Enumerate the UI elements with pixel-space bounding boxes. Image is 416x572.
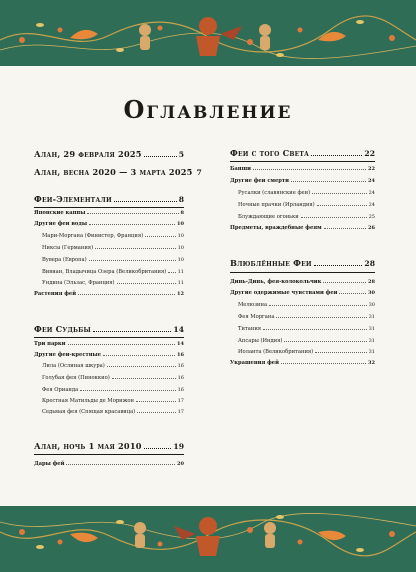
toc-section-alan-1[interactable] (34, 149, 184, 161)
page-number: 28 (364, 259, 375, 268)
toc-subentry[interactable]: Крестная Матильды де Морижон 17 (42, 398, 184, 404)
toc-subentry[interactable]: Апсары (Индия) 31 (238, 338, 375, 344)
toc-entry[interactable]: Другие одержимые чувствами феи 30 (230, 290, 375, 296)
toc-entry[interactable]: Японские каппы 8 (34, 210, 184, 216)
section-title: Влюблённые Феи (230, 258, 312, 268)
section-title: Феи Судьбы (34, 324, 91, 334)
toc-section-otherworld[interactable] (230, 148, 375, 160)
toc-subentry[interactable]: Мари-Моргана (Финистер, Франция) 10 (42, 233, 184, 239)
top-ornament-band (0, 0, 416, 66)
section-rule (34, 207, 184, 208)
toc-subentry[interactable]: Фея Орианда 16 (42, 387, 184, 393)
toc-entry[interactable]: Растения фей 12 (34, 291, 184, 297)
toc-entry[interactable]: Три парки 14 (34, 341, 184, 347)
toc-entry[interactable]: Другие феи воды 10 (34, 221, 184, 227)
toc-entry[interactable]: Банши 22 (230, 166, 375, 172)
section-title: Феи с того Света (230, 148, 310, 158)
section-title: Феи-Элементали (34, 194, 112, 204)
toc-subentry[interactable]: Ундина (Эльзас, Франция) 11 (42, 280, 184, 286)
section-rule (230, 272, 375, 273)
vine-fairy-illustration (0, 0, 416, 66)
toc-subentry[interactable]: Мелюзина 30 (238, 302, 375, 308)
toc-entry[interactable]: Украшения фей 32 (230, 360, 375, 366)
toc-section-alan-3[interactable] (34, 441, 184, 453)
toc-section-alan-2[interactable] (34, 167, 202, 179)
toc-subentry[interactable]: Вивиан, Владычица Озера (Великобритания) 11 (42, 269, 184, 275)
section-rule (34, 337, 184, 338)
section-rule (34, 454, 184, 455)
toc-subentry[interactable]: Блуждающие огоньки 25 (238, 214, 375, 220)
toc-subentry[interactable]: Ночные прачки (Ирландия) 24 (238, 202, 375, 208)
toc-entry[interactable]: Дары фей 20 (34, 461, 184, 467)
toc-entry[interactable]: Динь-Динь, фея-колокольчик 28 (230, 279, 375, 285)
toc-subentry[interactable]: Русалки (славянские феи) 24 (238, 190, 375, 196)
page-number: 7 (196, 168, 202, 177)
toc-subentry[interactable]: Вувера (Европа) 10 (42, 257, 184, 263)
page-number: 8 (178, 195, 184, 204)
toc-subentry[interactable]: Седьмая фея (Спящая красавица) 17 (42, 409, 184, 415)
toc-section-love[interactable] (230, 258, 375, 270)
bottom-ornament-band (0, 506, 416, 572)
page-number: 14 (173, 325, 184, 334)
section-rule (230, 161, 375, 162)
toc-subentry[interactable]: Иоланта (Великобритания) 31 (238, 349, 375, 355)
page-title: Оглавление (123, 95, 293, 124)
toc-subentry[interactable]: Голубая фея (Пиноккио) 16 (42, 375, 184, 381)
section-title: Алан, 29 февраля 2025 (34, 149, 142, 159)
toc-entry[interactable]: Другие феи-крестные 16 (34, 352, 184, 358)
section-title: Алан, весна 2020 — 3 марта 2025 (34, 167, 193, 177)
toc-section-fate[interactable] (34, 324, 184, 336)
toc-entry[interactable]: Предметы, враждебные феям 26 (230, 225, 375, 231)
toc-entry[interactable]: Другие феи смерти 24 (230, 178, 375, 184)
toc-subentry[interactable]: Лила (Ослиная шкура) 16 (42, 363, 184, 369)
toc-subentry[interactable]: Титания 31 (238, 326, 375, 332)
page-number: 19 (173, 442, 184, 451)
toc-section-elementals[interactable] (34, 194, 184, 206)
toc-subentry[interactable]: Фея Моргана 31 (238, 314, 375, 320)
vine-fairy-illustration (0, 506, 416, 572)
section-title: Алан, ночь 1 мая 2010 (34, 441, 142, 451)
page-number: 5 (178, 150, 184, 159)
page-number: 22 (364, 149, 375, 158)
toc-subentry[interactable]: Никсы (Германия) 10 (42, 245, 184, 251)
